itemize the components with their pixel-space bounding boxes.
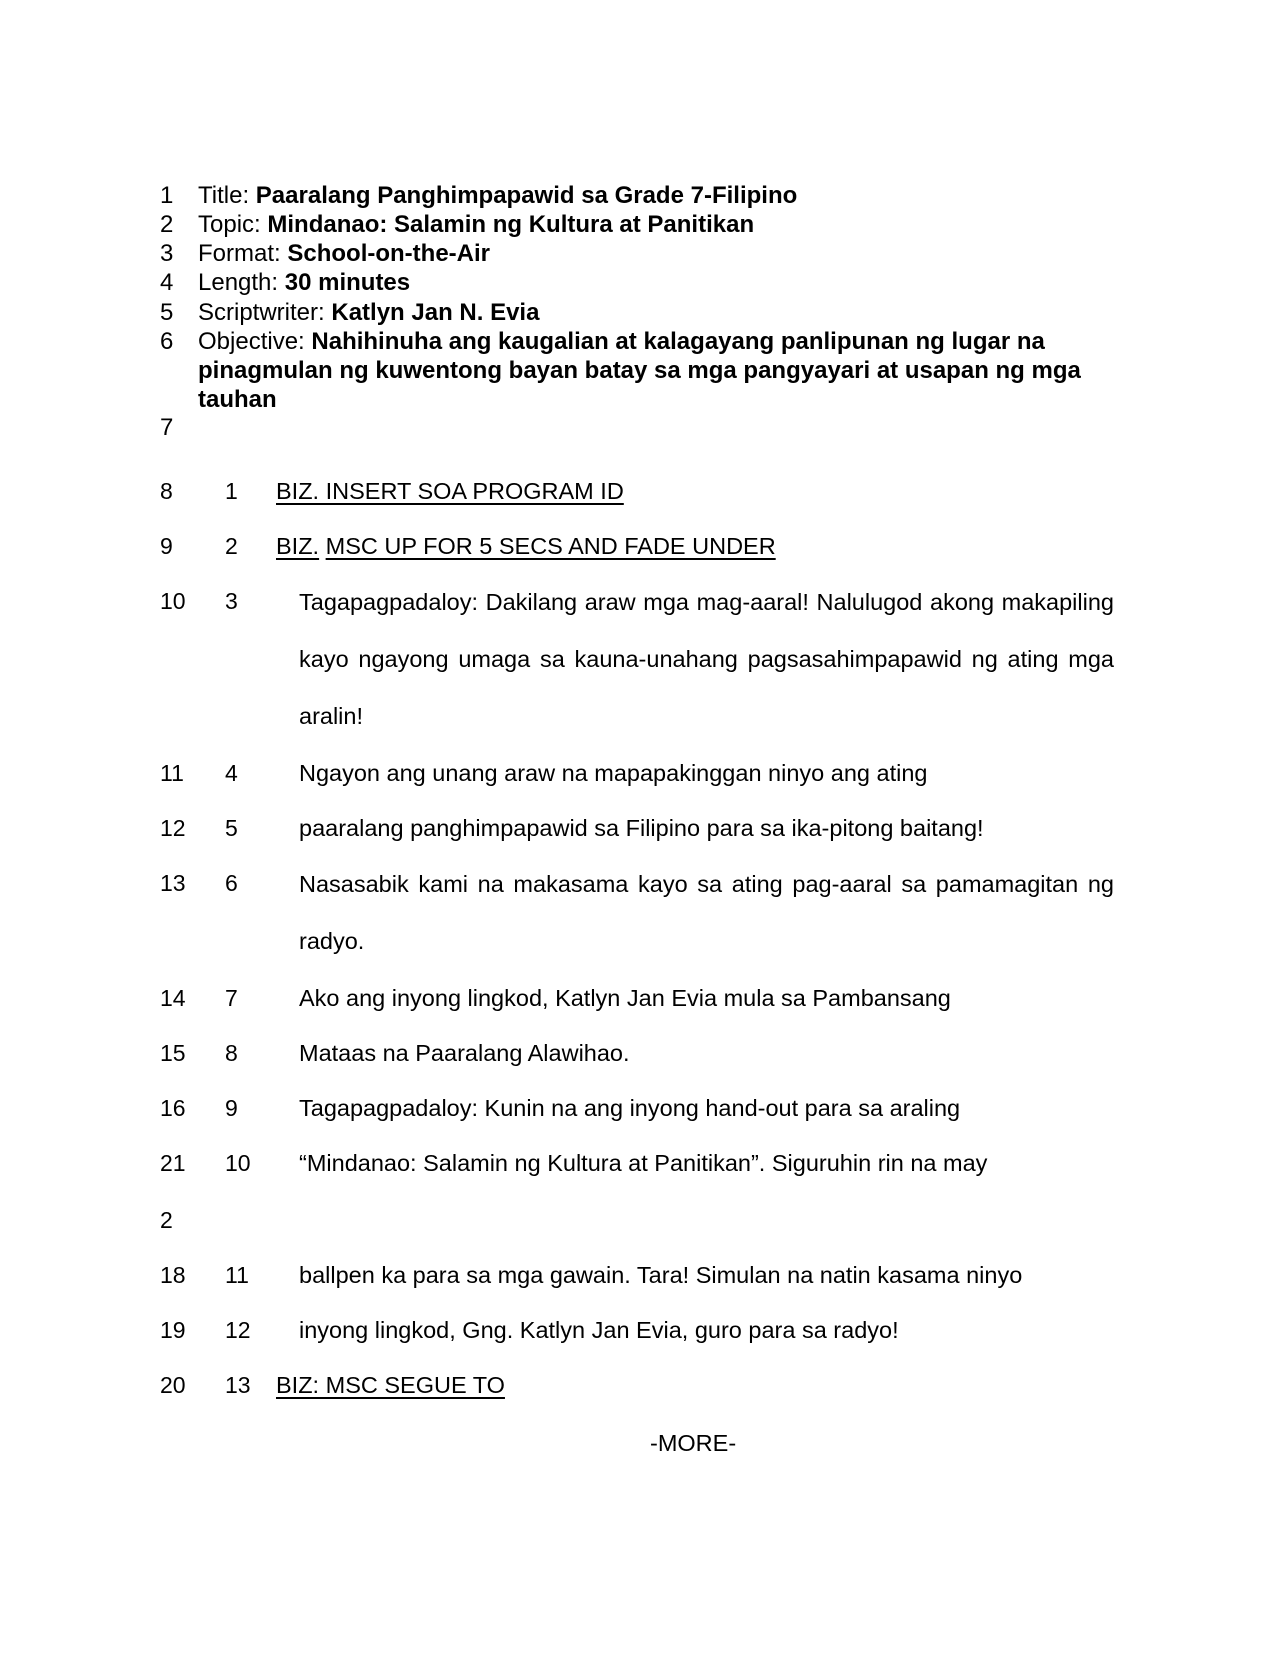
cue-number: 10 [225,1150,251,1176]
length-value: 30 minutes [284,269,411,296]
biz-cue: BIZ. INSERT SOA PROGRAM ID [276,478,624,504]
more-marker: -MORE- [650,1430,737,1456]
topic-label: Topic: [198,211,261,238]
format-label: Format: [198,240,281,267]
outer-line-number: 8 [160,478,173,504]
title-value: Paaralang Panghimpapawid sa Grade 7-Filipino [255,182,798,209]
line-number: 1 [160,182,174,209]
cue-number: 5 [225,815,238,841]
outer-line-number: 10 [160,588,186,614]
cue-number: 11 [225,1262,249,1288]
line-number: 4 [160,269,174,296]
biz-cue [276,533,776,560]
outer-line-number: 19 [160,1317,186,1343]
outer-line-number: 21 [160,1150,186,1176]
objective-label: Objective: [198,328,305,355]
dialogue-line: ballpen ka para sa mga gawain. Tara! Simulan na natin kasama ninyo [299,1262,1023,1288]
line-number: 7 [160,414,174,441]
outer-line-number: 2 [160,1207,173,1233]
outer-line-number: 16 [160,1095,186,1121]
dialogue-line: Ngayon ang unang araw na mapapakinggan ninyo ang ating [299,760,928,786]
biz-instruction: MSC UP FOR 5 SECS AND FADE UNDER [325,533,776,559]
title-label: Title: [198,182,250,209]
cue-number: 3 [225,588,238,614]
outer-line-number: 18 [160,1262,186,1288]
objective-value: Nahihinuha ang kaugalian at kalagayang panlipunan ng lugar na pinagmulan ng kuwentong bayan batay sa mga pangyayari at usapan ng mga tauhan [198,328,1081,413]
outer-line-number: 12 [160,815,186,841]
dialogue-line: inyong lingkod, Gng. Katlyn Jan Evia, guro para sa radyo! [299,1317,899,1343]
dialogue-line: Tagapagpadaloy: Dakilang araw mga mag-aaral! Nalulugod akong makapiling kayo ngayong umaga sa kauna-unahang pagsasahimpapawid ng ating mga aralin! [299,589,1114,729]
outer-line-number: 14 [160,985,186,1011]
cue-number: 8 [225,1040,238,1066]
line-number: 2 [160,211,174,238]
format-value: School-on-the-Air [287,240,490,267]
outer-line-number: 11 [160,760,184,786]
outer-line-number: 9 [160,533,173,559]
dialogue-line: Mataas na Paaralang Alawihao. [299,1040,630,1066]
title-field [198,181,797,210]
format-field [198,239,490,268]
dialogue-line: Ako ang inyong lingkod, Katlyn Jan Evia mula sa Pambansang [299,985,951,1011]
cue-number: 6 [225,870,238,896]
cue-number: 1 [225,478,238,504]
scriptwriter-value: Katlyn Jan N. Evia [331,299,540,326]
cue-number: 12 [225,1317,251,1343]
dialogue-line: Nasasabik kami na makasama kayo sa ating pag-aaral sa pamamagitan ng radyo. [299,871,1114,954]
topic-field [198,210,754,239]
biz-cue: BIZ: MSC SEGUE TO [276,1372,505,1398]
cue-number: 7 [225,985,238,1011]
outer-line-number: 20 [160,1372,186,1398]
cue-number: 4 [225,760,238,786]
biz-prefix: BIZ. [276,533,320,559]
topic-value: Mindanao: Salamin ng Kultura at Panitikan [267,211,755,238]
length-field [198,268,410,297]
line-number: 3 [160,240,174,267]
cue-number: 9 [225,1095,238,1121]
scriptwriter-field [198,298,539,327]
cue-number: 2 [225,533,238,559]
outer-line-number: 15 [160,1040,186,1066]
line-number: 6 [160,328,174,355]
dialogue-line: paaralang panghimpapawid sa Filipino para sa ika-pitong baitang! [299,815,984,841]
dialogue-line: Tagapagpadaloy: Kunin na ang inyong hand-out para sa araling [299,1095,961,1121]
objective-field [198,327,1098,414]
cue-number: 13 [225,1372,251,1398]
dialogue-line: “Mindanao: Salamin ng Kultura at Panitikan”. Siguruhin rin na may [299,1150,988,1176]
outer-line-number: 13 [160,870,186,896]
line-number: 5 [160,299,174,326]
scriptwriter-label: Scriptwriter: [198,299,325,326]
length-label: Length: [198,269,279,296]
